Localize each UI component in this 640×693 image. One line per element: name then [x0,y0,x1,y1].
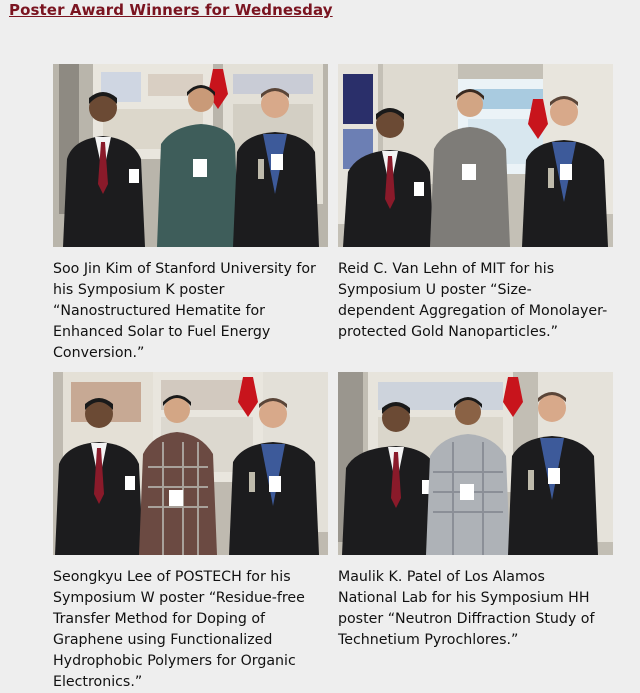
award-photo-4 [338,372,613,555]
award-caption-4: Maulik K. Patel of Los Alamos National Lab for his Symposium HH poster “Neutron Diffraction Study of Technetium Pyrochlores.” [338,569,595,648]
award-photo-3 [53,372,328,555]
award-caption-3: Seongkyu Lee of POSTECH for his Symposium W poster “Residue-free Transfer Method for Doping of Graphene using Functionalized Hydrophobic Polymers for Organic Electronics.” [53,569,305,690]
award-photo-2 [338,64,613,247]
page-heading-link[interactable]: Poster Award Winners for Wednesday [9,1,333,19]
award-photo-1 [53,64,328,247]
award-caption-2: Reid C. Van Lehn of MIT for his Symposium U poster “Size-dependent Aggregation of Monolayer-protected Gold Nanoparticles.” [338,261,608,340]
award-caption-1: Soo Jin Kim of Stanford University for his Symposium K poster “Nanostructured Hematite for Enhanced Solar to Fuel Energy Conversion.” [53,261,316,361]
